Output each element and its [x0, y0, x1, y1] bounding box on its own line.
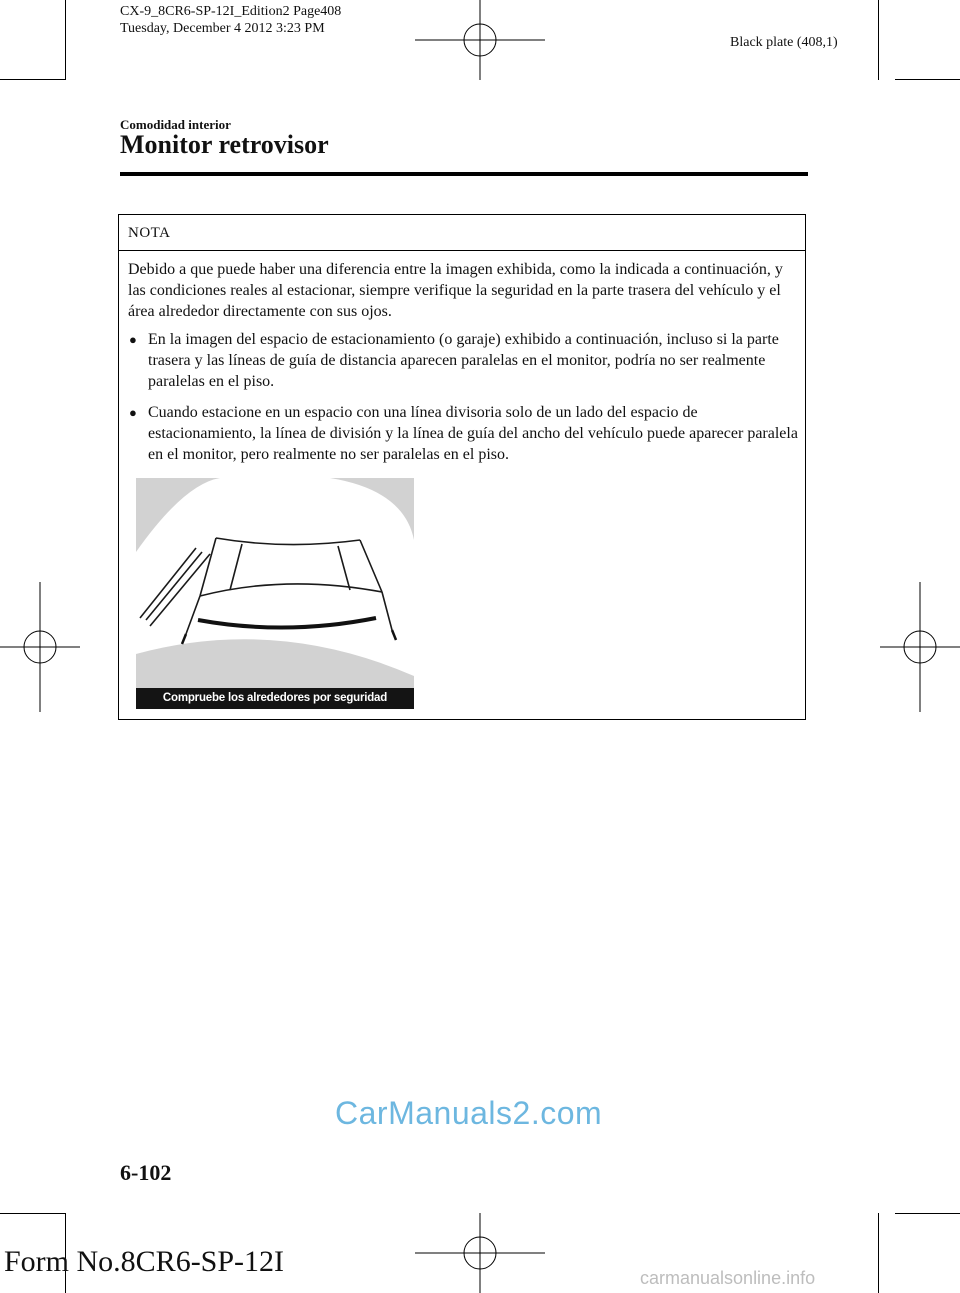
page-title: Monitor retrovisor	[120, 130, 329, 159]
page-number: 6-102	[120, 1160, 172, 1185]
note-header	[119, 215, 805, 251]
rear-monitor-illustration	[136, 478, 414, 709]
note-bullet	[128, 329, 800, 392]
note-bullet-text: En la imagen del espacio de estacionamiento (o garaje) exhibido a continuación, incluso si la parte trasera y las líneas de guía de distancia aparecen paralelas en el monitor, podría no ser realmente paralelas en el piso.	[148, 331, 779, 390]
note-bullet	[128, 402, 800, 465]
plate-label: Black plate (408,1)	[730, 35, 838, 50]
monitor-warning-banner: Compruebe los alrededores por seguridad	[136, 688, 414, 709]
watermark-text: CarManuals2.com	[335, 1095, 603, 1131]
print-header	[120, 3, 341, 37]
bullet-icon: ●	[129, 405, 137, 420]
footer-site: carmanualsonline.info	[640, 1268, 816, 1288]
print-header-line2: Tuesday, December 4 2012 3:23 PM	[120, 21, 325, 36]
print-header-line1: CX-9_8CR6-SP-12I_Edition2 Page408	[120, 4, 342, 19]
parking-view-drawing	[136, 478, 414, 709]
note-label: NOTA	[128, 225, 171, 241]
note-bullet-text: Cuando estacione en un espacio con una línea divisoria solo de un lado del espacio de estacionamiento, la línea de división y la línea de guía del ancho del vehículo puede aparecer paralela en el monitor, pero realmente no ser paralelas en el piso.	[148, 404, 798, 463]
title-rule	[120, 172, 808, 176]
note-text: Debido a que puede haber una diferencia entre la imagen exhibida, como la indicada a continuación, y las condiciones reales al estacionar, siempre verifique la seguridad en la parte trasera del vehículo y el área alrededor directamente con sus ojos.	[128, 261, 783, 320]
form-number: Form No.8CR6-SP-12I	[4, 1245, 285, 1278]
section-label: Comodidad interior	[120, 117, 231, 132]
bullet-icon: ●	[129, 332, 137, 347]
